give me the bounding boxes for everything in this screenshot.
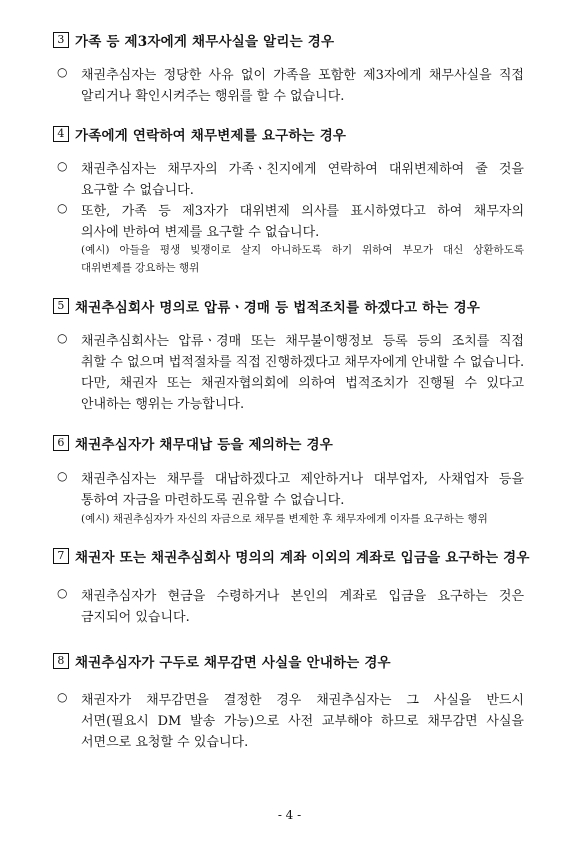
bullet-icon: ○ xyxy=(57,159,68,173)
section-6-heading xyxy=(53,433,333,453)
section-8-heading xyxy=(53,651,391,671)
section-number-box: 6 xyxy=(53,435,69,451)
section-4-heading xyxy=(53,124,346,144)
paragraph-line: 채권자가 채무감면을 결정한 경우 채권추심자는 그 사실을 반드시 xyxy=(81,693,524,708)
bullet-icon: ○ xyxy=(57,331,68,345)
section-title: 채권자 또는 채권추심회사 명의의 계좌 이외의 계좌로 입금을 요구하는 경우 xyxy=(75,550,530,566)
paragraph-line: 채권추심자는 정당한 사유 없이 가족을 포함한 제3자에게 채무사실을 직접 xyxy=(81,68,524,83)
paragraph-line: 금지되어 있습니다. xyxy=(81,610,190,625)
paragraph-line: 다만, 채권자 또는 채권자협의회에 의하여 법적조치가 진행될 수 있다고 xyxy=(81,376,524,391)
section-number-box: 7 xyxy=(53,548,69,564)
example-line: (예시) 채권추심자가 자신의 자금으로 채무를 변제한 후 채무자에게 이자를 요구하는 행위 xyxy=(81,513,488,525)
section-3-heading xyxy=(53,30,334,50)
example-line: (예시) 아들을 평생 빚쟁이로 살지 아니하도록 하기 위하여 부모가 대신 상환하도록 xyxy=(81,244,524,256)
paragraph-line: 안내하는 행위는 가능합니다. xyxy=(81,397,245,412)
bullet-icon: ○ xyxy=(57,201,68,215)
section-7-heading xyxy=(53,546,530,566)
section-number-box: 5 xyxy=(53,298,69,314)
bullet-icon: ○ xyxy=(57,586,68,600)
bullet-icon: ○ xyxy=(57,469,68,483)
paragraph-line: 또한, 가족 등 제3자가 대위변제 의사를 표시하였다고 하여 채무자의 xyxy=(81,204,524,219)
paragraph-line: 취할 수 없으며 법적절차를 직접 진행하겠다고 채무자에게 안내할 수 없습니다. xyxy=(81,355,524,370)
paragraph-line: 채권추심자는 채무를 대납하겠다고 제안하거나 대부업자, 사채업자 등을 xyxy=(81,472,524,487)
bullet-icon: ○ xyxy=(57,690,68,704)
paragraph-line: 알리거나 확인시켜주는 행위를 할 수 없습니다. xyxy=(81,89,345,104)
paragraph-line: 요구할 수 없습니다. xyxy=(81,183,194,198)
paragraph-line: 채권추심회사는 압류ㆍ경매 또는 채무불이행정보 등록 등의 조치를 직접 xyxy=(81,334,524,349)
paragraph-line: 서면(필요시 DM 발송 가능)으로 사전 교부해야 하므로 채무감면 사실을 xyxy=(81,714,524,729)
section-number-box: 4 xyxy=(53,126,69,142)
example-line: 대위변제를 강요하는 행위 xyxy=(81,262,200,274)
section-title: 채권추심회사 명의로 압류ㆍ경매 등 법적조치를 하겠다고 하는 경우 xyxy=(75,300,481,316)
section-number-box: 3 xyxy=(53,32,69,48)
section-title: 가족에게 연락하여 채무변제를 요구하는 경우 xyxy=(75,128,347,144)
section-5-heading xyxy=(53,296,480,316)
section-title: 채권추심자가 구두로 채무감면 사실을 안내하는 경우 xyxy=(75,655,391,671)
paragraph-line: 채권추심자는 채무자의 가족ㆍ친지에게 연락하여 대위변제하여 줄 것을 xyxy=(81,162,524,177)
paragraph-line: 서면으로 요청할 수 있습니다. xyxy=(81,735,249,750)
section-title: 가족 등 제3자에게 채무사실을 알리는 경우 xyxy=(75,34,335,50)
paragraph-line: 채권추심자가 현금을 수령하거나 본인의 계좌로 입금을 요구하는 것은 xyxy=(81,589,524,604)
section-number-box: 8 xyxy=(53,653,69,669)
section-title: 채권추심자가 채무대납 등을 제의하는 경우 xyxy=(75,437,333,453)
paragraph-line: 통하여 자금을 마련하도록 권유할 수 없습니다. xyxy=(81,493,345,508)
paragraph-line: 의사에 반하여 변제를 요구할 수 없습니다. xyxy=(81,225,320,240)
page-number: - 4 - xyxy=(277,808,302,822)
bullet-icon: ○ xyxy=(57,65,68,79)
